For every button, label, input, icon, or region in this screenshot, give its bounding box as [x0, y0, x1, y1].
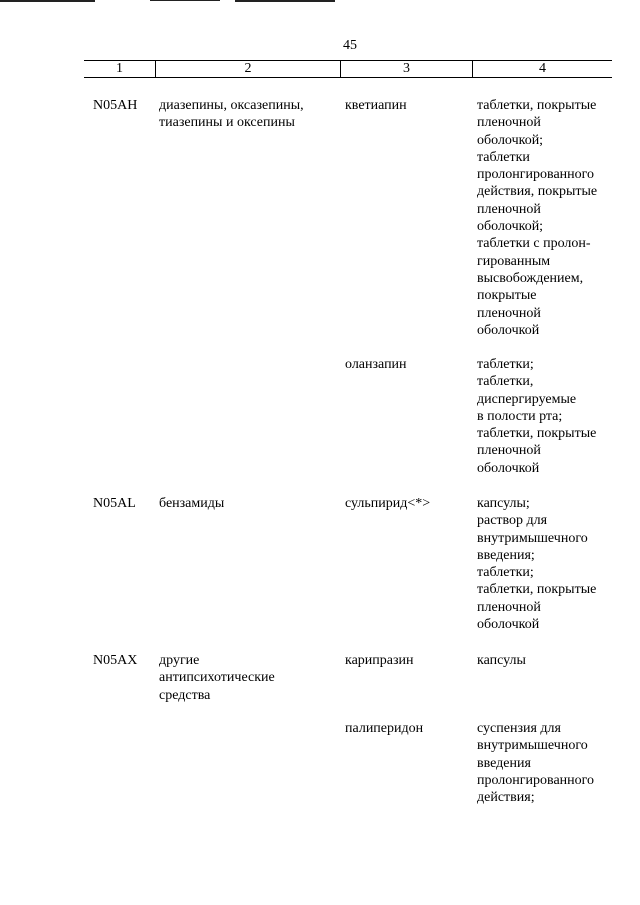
table-cell-group: другие антипсихотические средства [159, 653, 275, 703]
table-cell-forms: таблетки, покрытые пленочной оболочкой; таблетки пролонгированного действия, покрытые пленочной оболочкой; таблетки с пролон- гированным высвобождением, покрытые пленочной оболочкой [477, 98, 598, 338]
table-cell-code: N05AH [93, 98, 138, 113]
table-cell-group: бензамиды [159, 496, 225, 511]
table-cell-code: N05AX [93, 653, 138, 668]
scan-artifact-line [235, 0, 335, 2]
column-header-2: 2 [155, 61, 340, 77]
table-cell-drug: оланзапин [345, 357, 407, 372]
table-cell-drug: карипразин [345, 653, 414, 668]
table-header-bottom-rule [84, 77, 612, 78]
column-header-4: 4 [472, 61, 612, 77]
scan-artifact-line [0, 0, 95, 2]
table-cell-drug: палиперидон [345, 721, 424, 736]
table-cell-group: диазепины, оксазепины, тиазепины и оксепины [159, 98, 304, 131]
table-cell-drug: сульпирид<*> [345, 496, 431, 511]
table-cell-drug: кветиапин [345, 98, 407, 113]
page-number: 45 [343, 38, 357, 53]
table-header-row [84, 61, 612, 77]
column-header-1: 1 [116, 61, 123, 76]
table-cell-forms: капсулы; раствор для внутримышечного введения; таблетки; таблетки, покрытые пленочной оболочкой [477, 496, 597, 633]
table-cell-code: N05AL [93, 496, 136, 511]
table-cell-forms: капсулы [477, 653, 526, 668]
scan-artifact-line [150, 0, 220, 1]
table-cell-forms: суспензия для внутримышечного введения пролонгированного действия; [477, 721, 595, 806]
table-cell-forms: таблетки; таблетки, диспергируемые в полости рта; таблетки, покрытые пленочной оболочкой [477, 357, 597, 476]
column-header-3: 3 [340, 61, 472, 77]
